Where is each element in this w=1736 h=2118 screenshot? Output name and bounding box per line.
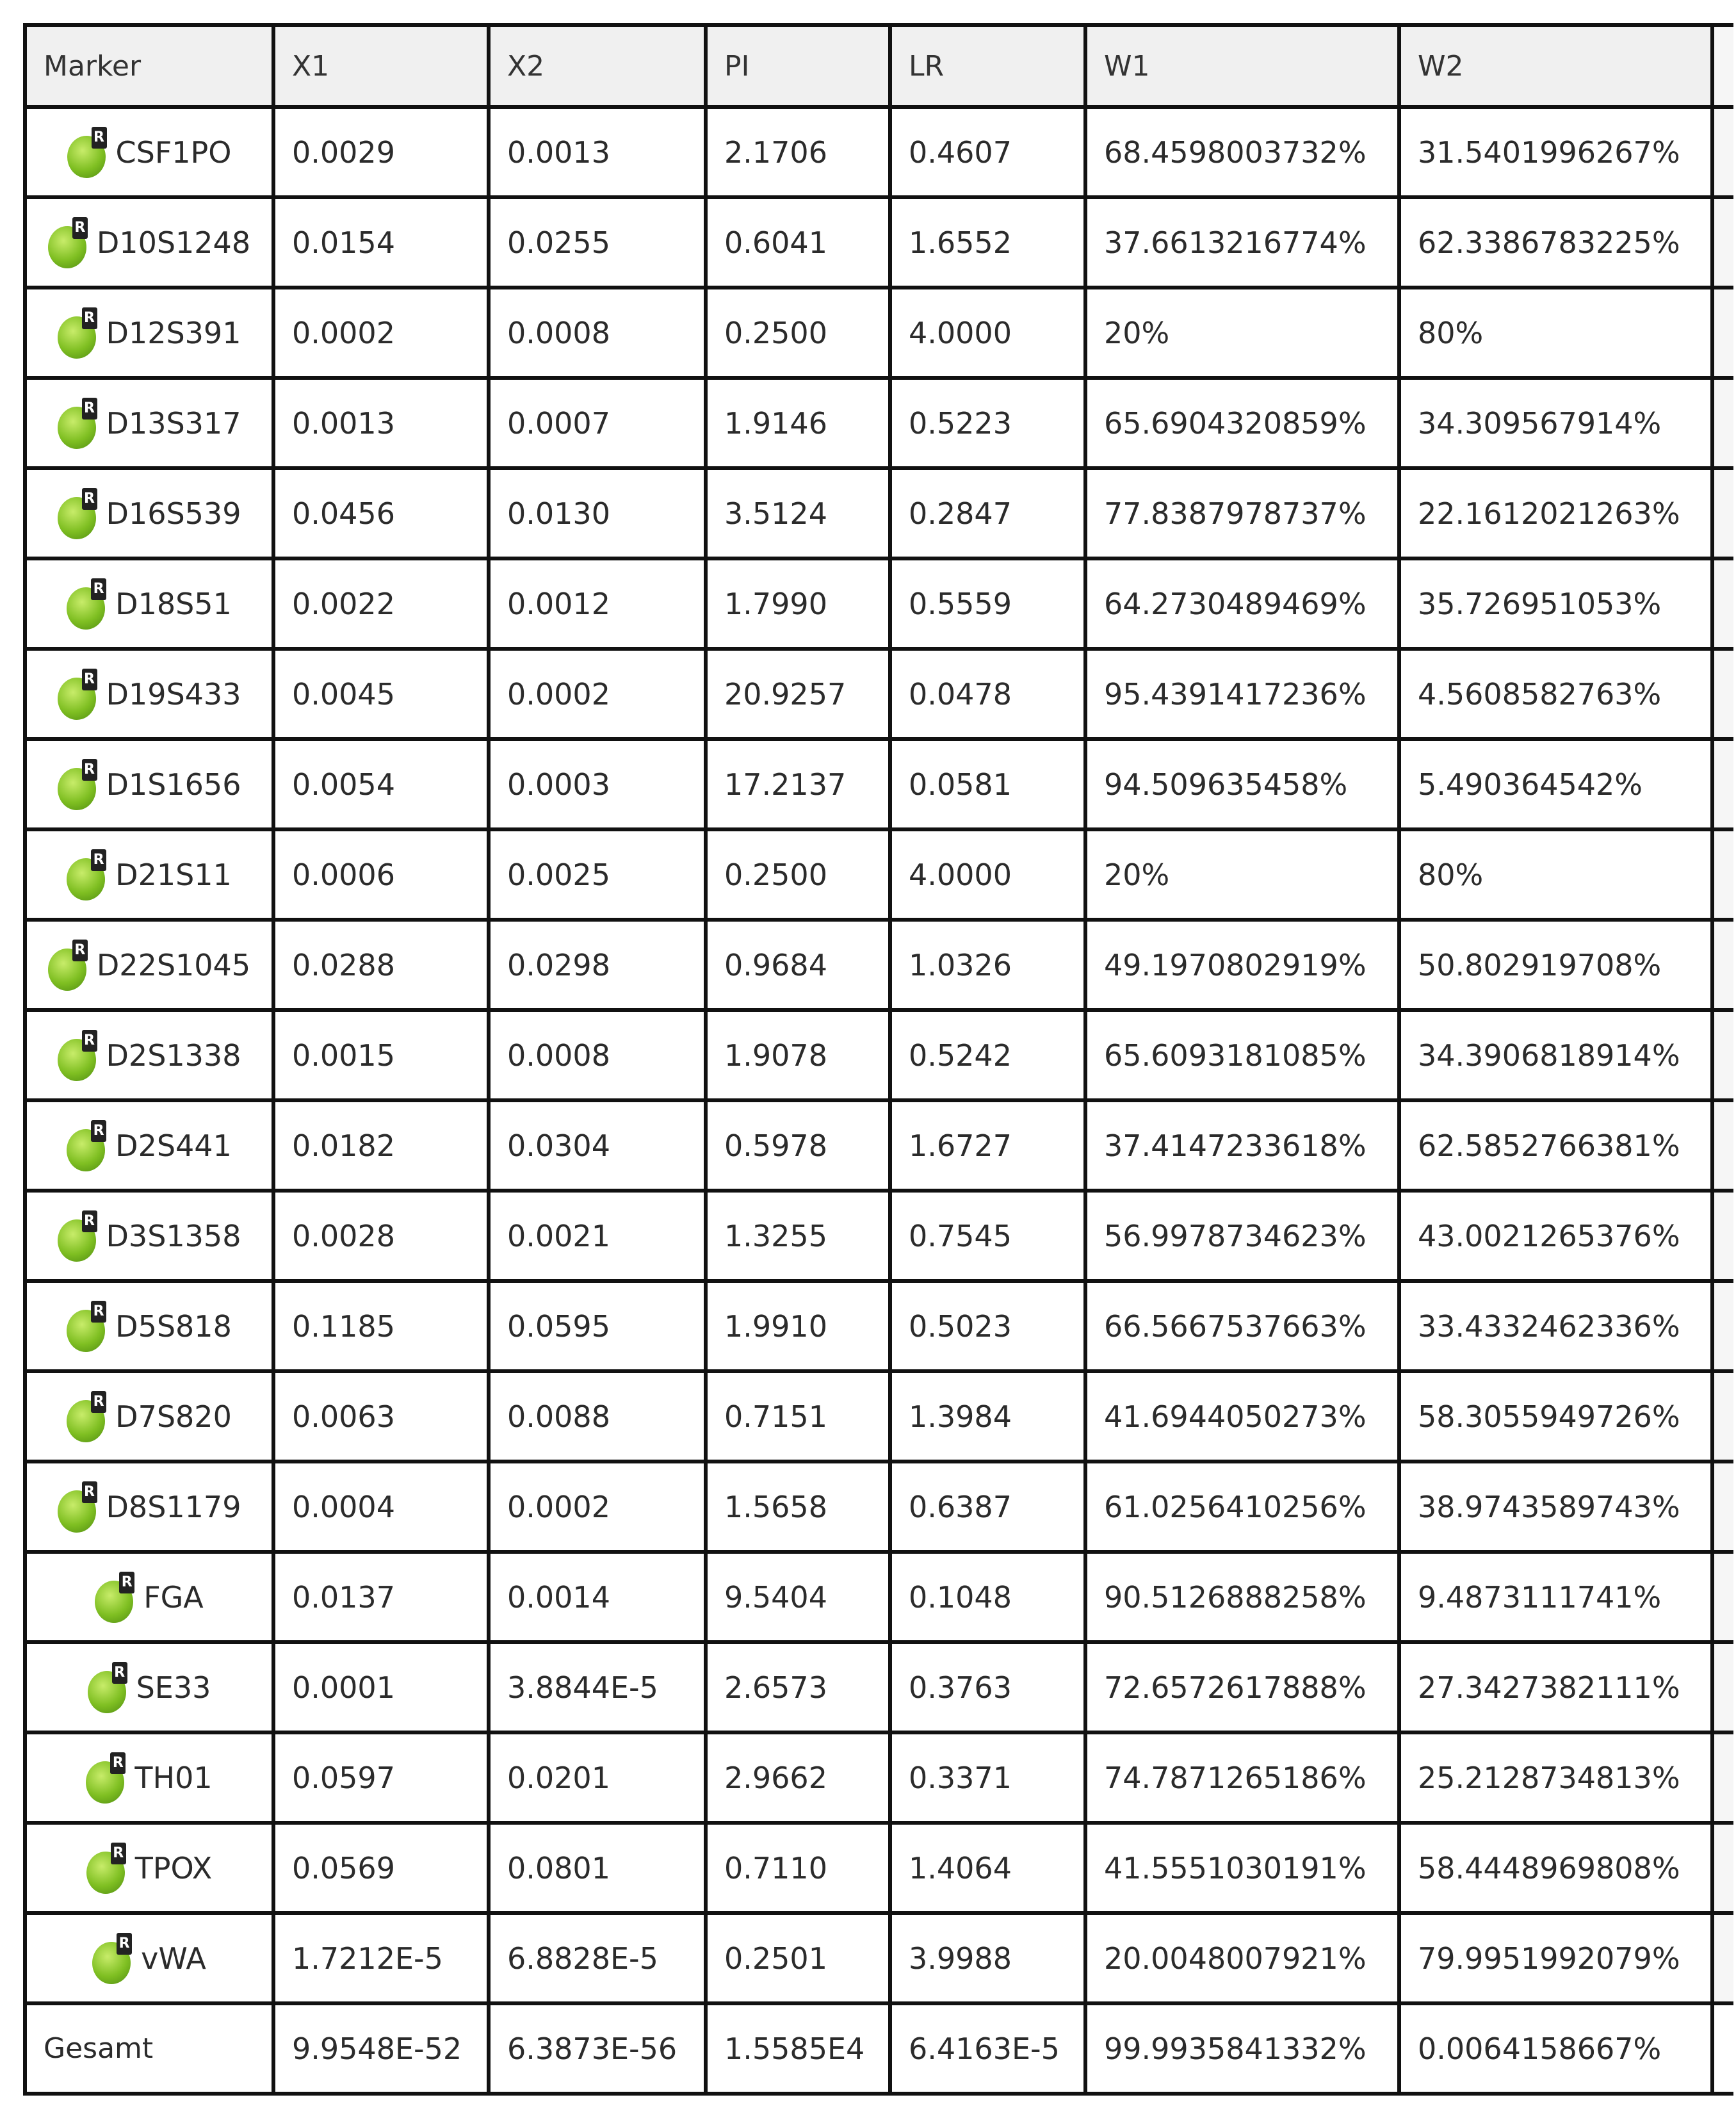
- cell-x1: 0.1185: [273, 1281, 489, 1371]
- cell-w2: 43.0021265376%: [1399, 1191, 1712, 1281]
- cell-marker: [25, 1462, 273, 1552]
- badge-icon: R: [72, 940, 88, 961]
- cell-lr: 3.9988: [890, 1913, 1085, 2003]
- marker-name-wrapper: [40, 1662, 272, 1713]
- cell-x2: 0.0298: [489, 920, 706, 1010]
- table-row[interactable]: [25, 1552, 1733, 1642]
- cell-x2: 6.8828E-5: [489, 1913, 706, 2003]
- cell-w2: 80%: [1399, 288, 1712, 378]
- badge-icon: R: [91, 849, 106, 871]
- column-header-overflow: [1712, 25, 1733, 107]
- cell-w1: 56.9978734623%: [1085, 1191, 1399, 1281]
- cell-w1: 41.5551030191%: [1085, 1823, 1399, 1913]
- overflow-cell: [1712, 558, 1733, 649]
- badge-icon: R: [72, 217, 88, 239]
- table-row[interactable]: [25, 1732, 1733, 1823]
- badge-icon: R: [82, 1030, 97, 1052]
- table-row[interactable]: [25, 558, 1733, 649]
- cell-marker: [25, 1732, 273, 1823]
- cell-w1: 41.6944050273%: [1085, 1371, 1399, 1462]
- header-row: [25, 25, 1733, 107]
- marker-name: CSF1PO: [115, 134, 232, 170]
- marker-name-wrapper: [40, 1210, 272, 1262]
- total-cell-pi: 1.5585E4: [706, 2003, 890, 2094]
- cell-lr: 0.0581: [890, 739, 1085, 829]
- total-cell-marker: Gesamt: [25, 2003, 273, 2094]
- green-marker-icon: [86, 1752, 132, 1804]
- cell-marker: [25, 739, 273, 829]
- badge-icon: R: [82, 307, 97, 329]
- cell-lr: 4.0000: [890, 288, 1085, 378]
- cell-w2: 62.5852766381%: [1399, 1100, 1712, 1191]
- cell-lr: 0.6387: [890, 1462, 1085, 1552]
- badge-icon: R: [110, 1752, 126, 1774]
- cell-w1: 37.4147233618%: [1085, 1100, 1399, 1191]
- marker-name: D2S1338: [106, 1038, 241, 1073]
- overflow-cell: [1712, 107, 1733, 197]
- cell-pi: 2.9662: [706, 1732, 890, 1823]
- green-marker-icon: [67, 849, 113, 900]
- cell-w1: 20%: [1085, 829, 1399, 920]
- column-header-pi[interactable]: PI: [706, 25, 890, 107]
- cell-lr: 1.0326: [890, 920, 1085, 1010]
- cell-w2: 38.9743589743%: [1399, 1462, 1712, 1552]
- table-row[interactable]: [25, 107, 1733, 197]
- table-row[interactable]: [25, 1191, 1733, 1281]
- marker-name: D16S539: [106, 496, 241, 531]
- marker-name: D13S317: [106, 405, 241, 441]
- cell-x1: 0.0022: [273, 558, 489, 649]
- cell-x2: 0.0007: [489, 378, 706, 468]
- cell-marker: [25, 1913, 273, 2003]
- marker-name: D21S11: [115, 857, 232, 892]
- cell-lr: 0.5223: [890, 378, 1085, 468]
- table-row[interactable]: [25, 1642, 1733, 1732]
- overflow-cell: [1712, 1371, 1733, 1462]
- overflow-cell: [1712, 197, 1733, 288]
- cell-w2: 80%: [1399, 829, 1712, 920]
- cell-x1: 0.0002: [273, 288, 489, 378]
- cell-lr: 0.1048: [890, 1552, 1085, 1642]
- cell-w2: 58.4448969808%: [1399, 1823, 1712, 1913]
- green-marker-icon: [58, 1210, 104, 1262]
- total-cell-lr: 6.4163E-5: [890, 2003, 1085, 2094]
- total-row[interactable]: [25, 2003, 1733, 2094]
- cell-x1: 0.0063: [273, 1371, 489, 1462]
- cell-w1: 94.509635458%: [1085, 739, 1399, 829]
- cell-x1: 0.0569: [273, 1823, 489, 1913]
- cell-x2: 0.0014: [489, 1552, 706, 1642]
- cell-x1: 0.0028: [273, 1191, 489, 1281]
- cell-x2: 0.0304: [489, 1100, 706, 1191]
- cell-x2: 0.0008: [489, 1010, 706, 1100]
- green-marker-icon: [48, 940, 94, 991]
- marker-name: D22S1045: [96, 947, 251, 982]
- cell-marker: [25, 1010, 273, 1100]
- marker-name-wrapper: [40, 1030, 272, 1081]
- table-row[interactable]: [25, 468, 1733, 558]
- cell-pi: 2.1706: [706, 107, 890, 197]
- cell-w2: 9.4873111741%: [1399, 1552, 1712, 1642]
- cell-w2: 79.9951992079%: [1399, 1913, 1712, 2003]
- table-row[interactable]: [25, 920, 1733, 1010]
- overflow-cell: [1712, 1552, 1733, 1642]
- cell-x1: 0.0137: [273, 1552, 489, 1642]
- cell-x2: 0.0013: [489, 107, 706, 197]
- cell-marker: [25, 920, 273, 1010]
- cell-pi: 0.2500: [706, 829, 890, 920]
- marker-name-wrapper: [40, 759, 272, 810]
- green-marker-icon: [67, 1391, 113, 1442]
- cell-x1: 0.0597: [273, 1732, 489, 1823]
- badge-icon: R: [82, 669, 97, 690]
- badge-icon: R: [117, 1933, 132, 1955]
- badge-icon: R: [82, 488, 97, 510]
- cell-w1: 65.6904320859%: [1085, 378, 1399, 468]
- badge-icon: R: [82, 1210, 97, 1232]
- green-marker-icon: [58, 307, 104, 359]
- green-marker-icon: [58, 669, 104, 720]
- cell-marker: [25, 1100, 273, 1191]
- marker-name: D3S1358: [106, 1218, 241, 1253]
- badge-icon: R: [112, 1662, 127, 1684]
- marker-name-wrapper: [40, 1120, 272, 1171]
- cell-pi: 0.7151: [706, 1371, 890, 1462]
- cell-x1: 0.0054: [273, 739, 489, 829]
- green-marker-icon: [92, 1933, 138, 1984]
- green-marker-icon: [67, 1301, 113, 1352]
- cell-pi: 0.9684: [706, 920, 890, 1010]
- cell-pi: 0.2501: [706, 1913, 890, 2003]
- cell-x1: 0.0045: [273, 649, 489, 739]
- cell-x2: 0.0801: [489, 1823, 706, 1913]
- marker-name: TPOX: [134, 1850, 213, 1886]
- overflow-cell: [1712, 1913, 1733, 2003]
- cell-w2: 34.309567914%: [1399, 378, 1712, 468]
- green-marker-icon: [67, 127, 113, 178]
- overflow-cell: [1712, 378, 1733, 468]
- green-marker-icon: [58, 398, 104, 449]
- cell-pi: 2.6573: [706, 1642, 890, 1732]
- cell-w1: 74.7871265186%: [1085, 1732, 1399, 1823]
- cell-marker: [25, 288, 273, 378]
- cell-pi: 3.5124: [706, 468, 890, 558]
- cell-x1: 0.0015: [273, 1010, 489, 1100]
- cell-x1: 0.0006: [273, 829, 489, 920]
- cell-lr: 0.3763: [890, 1642, 1085, 1732]
- cell-lr: 0.5023: [890, 1281, 1085, 1371]
- cell-pi: 0.5978: [706, 1100, 890, 1191]
- cell-marker: [25, 1281, 273, 1371]
- cell-lr: 0.3371: [890, 1732, 1085, 1823]
- marker-name-wrapper: [40, 1481, 272, 1533]
- marker-name: vWA: [141, 1941, 206, 1976]
- marker-name: D10S1248: [96, 225, 251, 260]
- overflow-cell: [1712, 288, 1733, 378]
- marker-name: D18S51: [115, 586, 232, 621]
- table-row[interactable]: [25, 829, 1733, 920]
- cell-x1: 0.0154: [273, 197, 489, 288]
- column-header-x2[interactable]: X2: [489, 25, 706, 107]
- green-marker-icon: [95, 1572, 141, 1623]
- cell-w2: 4.5608582763%: [1399, 649, 1712, 739]
- cell-w1: 90.5126888258%: [1085, 1552, 1399, 1642]
- overflow-cell: [1712, 1732, 1733, 1823]
- overflow-cell: [1712, 1010, 1733, 1100]
- cell-pi: 0.2500: [706, 288, 890, 378]
- cell-lr: 0.4607: [890, 107, 1085, 197]
- green-marker-icon: [58, 759, 104, 810]
- table-row[interactable]: [25, 649, 1733, 739]
- marker-name: SE33: [136, 1670, 211, 1705]
- marker-name-wrapper: [40, 307, 272, 359]
- cell-w1: 61.0256410256%: [1085, 1462, 1399, 1552]
- cell-x2: 0.0002: [489, 1462, 706, 1552]
- cell-w1: 20.0048007921%: [1085, 1913, 1399, 2003]
- cell-x1: 1.7212E-5: [273, 1913, 489, 2003]
- cell-w2: 27.3427382111%: [1399, 1642, 1712, 1732]
- marker-name-wrapper: [40, 940, 272, 991]
- marker-name-wrapper: [40, 1391, 272, 1442]
- marker-name: D19S433: [106, 676, 241, 712]
- table-row[interactable]: [25, 1913, 1733, 2003]
- marker-name-wrapper: [40, 1572, 272, 1623]
- badge-icon: R: [82, 759, 97, 781]
- cell-lr: 1.6727: [890, 1100, 1085, 1191]
- cell-x1: 0.0001: [273, 1642, 489, 1732]
- overflow-cell: [1712, 468, 1733, 558]
- green-marker-icon: [58, 1030, 104, 1081]
- marker-name-wrapper: [40, 127, 272, 178]
- cell-w2: 5.490364542%: [1399, 739, 1712, 829]
- cell-pi: 1.9078: [706, 1010, 890, 1100]
- marker-name-wrapper: [40, 1752, 272, 1804]
- cell-w1: 49.1970802919%: [1085, 920, 1399, 1010]
- marker-name-wrapper: [40, 398, 272, 449]
- column-header-marker[interactable]: Marker: [25, 25, 273, 107]
- cell-x2: 0.0021: [489, 1191, 706, 1281]
- green-marker-icon: [48, 217, 94, 268]
- column-header-w1[interactable]: W1: [1085, 25, 1399, 107]
- cell-lr: 0.5559: [890, 558, 1085, 649]
- table-row[interactable]: [25, 1281, 1733, 1371]
- cell-w1: 20%: [1085, 288, 1399, 378]
- cell-w1: 68.4598003732%: [1085, 107, 1399, 197]
- cell-pi: 1.5658: [706, 1462, 890, 1552]
- marker-name: D5S818: [115, 1308, 232, 1344]
- marker-name-wrapper: [40, 217, 272, 268]
- cell-x2: 0.0025: [489, 829, 706, 920]
- cell-lr: 4.0000: [890, 829, 1085, 920]
- overflow-cell: [1712, 1191, 1733, 1281]
- cell-x2: 3.8844E-5: [489, 1642, 706, 1732]
- marker-name-wrapper: [40, 1933, 272, 1984]
- overflow-cell: [1712, 920, 1733, 1010]
- cell-w2: 58.3055949726%: [1399, 1371, 1712, 1462]
- cell-w1: 72.6572617888%: [1085, 1642, 1399, 1732]
- cell-w2: 22.1612021263%: [1399, 468, 1712, 558]
- total-cell-x1: 9.9548E-52: [273, 2003, 489, 2094]
- cell-x2: 0.0012: [489, 558, 706, 649]
- cell-x1: 0.0029: [273, 107, 489, 197]
- green-marker-icon: [86, 1843, 133, 1894]
- cell-lr: 0.5242: [890, 1010, 1085, 1100]
- cell-marker: [25, 197, 273, 288]
- cell-marker: [25, 1191, 273, 1281]
- cell-x2: 0.0201: [489, 1732, 706, 1823]
- cell-pi: 17.2137: [706, 739, 890, 829]
- marker-name: D2S441: [115, 1128, 232, 1163]
- cell-x1: 0.0013: [273, 378, 489, 468]
- green-marker-icon: [67, 1120, 113, 1171]
- marker-name-wrapper: [40, 849, 272, 900]
- cell-marker: [25, 649, 273, 739]
- cell-marker: [25, 107, 273, 197]
- table-row[interactable]: [25, 197, 1733, 288]
- cell-w2: 25.2128734813%: [1399, 1732, 1712, 1823]
- overflow-cell: [1712, 829, 1733, 920]
- cell-x1: 0.0456: [273, 468, 489, 558]
- overflow-cell: [1712, 1823, 1733, 1913]
- overflow-cell: [1712, 1281, 1733, 1371]
- cell-lr: 0.0478: [890, 649, 1085, 739]
- cell-w2: 33.4332462336%: [1399, 1281, 1712, 1371]
- cell-w1: 66.5667537663%: [1085, 1281, 1399, 1371]
- badge-icon: R: [119, 1572, 134, 1593]
- cell-x2: 0.0130: [489, 468, 706, 558]
- marker-results-table: [23, 23, 1733, 2096]
- cell-marker: [25, 1642, 273, 1732]
- cell-pi: 0.6041: [706, 197, 890, 288]
- overflow-cell: [1712, 739, 1733, 829]
- cell-pi: 1.7990: [706, 558, 890, 649]
- green-marker-icon: [58, 1481, 104, 1533]
- green-marker-icon: [58, 488, 104, 539]
- badge-icon: R: [91, 1301, 106, 1323]
- overflow-cell: [1712, 2003, 1733, 2094]
- badge-icon: R: [91, 1391, 106, 1413]
- cell-x2: 0.0003: [489, 739, 706, 829]
- green-marker-icon: [88, 1662, 134, 1713]
- green-marker-icon: [67, 578, 113, 630]
- cell-x1: 0.0182: [273, 1100, 489, 1191]
- marker-name: TH01: [134, 1760, 213, 1795]
- cell-marker: [25, 1823, 273, 1913]
- badge-icon: R: [82, 1481, 97, 1503]
- badge-icon: R: [111, 1843, 126, 1864]
- marker-name: D1S1656: [106, 767, 241, 802]
- cell-lr: 0.2847: [890, 468, 1085, 558]
- marker-name-wrapper: [40, 488, 272, 539]
- cell-w1: 95.4391417236%: [1085, 649, 1399, 739]
- cell-x2: 0.0008: [489, 288, 706, 378]
- marker-name: FGA: [143, 1579, 204, 1615]
- cell-w1: 37.6613216774%: [1085, 197, 1399, 288]
- cell-marker: [25, 1371, 273, 1462]
- table-row[interactable]: [25, 739, 1733, 829]
- column-header-x1[interactable]: X1: [273, 25, 489, 107]
- badge-icon: R: [91, 578, 106, 600]
- marker-name-wrapper: [40, 1301, 272, 1352]
- cell-marker: [25, 558, 273, 649]
- cell-x2: 0.0002: [489, 649, 706, 739]
- cell-pi: 0.7110: [706, 1823, 890, 1913]
- cell-x2: 0.0595: [489, 1281, 706, 1371]
- total-cell-x2: 6.3873E-56: [489, 2003, 706, 2094]
- cell-lr: 1.3984: [890, 1371, 1085, 1462]
- marker-name: D7S820: [115, 1399, 232, 1434]
- badge-icon: R: [92, 127, 107, 149]
- table-row[interactable]: [25, 378, 1733, 468]
- table-row[interactable]: [25, 1100, 1733, 1191]
- cell-w2: 34.3906818914%: [1399, 1010, 1712, 1100]
- overflow-cell: [1712, 1462, 1733, 1552]
- cell-w1: 77.8387978737%: [1085, 468, 1399, 558]
- cell-pi: 9.5404: [706, 1552, 890, 1642]
- overflow-cell: [1712, 649, 1733, 739]
- cell-pi: 1.9146: [706, 378, 890, 468]
- cell-lr: 0.7545: [890, 1191, 1085, 1281]
- overflow-cell: [1712, 1100, 1733, 1191]
- marker-name-wrapper: [40, 1843, 272, 1894]
- cell-marker: [25, 1552, 273, 1642]
- cell-w2: 35.726951053%: [1399, 558, 1712, 649]
- table-row[interactable]: [25, 288, 1733, 378]
- badge-icon: R: [82, 398, 97, 420]
- total-cell-w1: 99.9935841332%: [1085, 2003, 1399, 2094]
- cell-w2: 50.802919708%: [1399, 920, 1712, 1010]
- cell-x1: 0.0004: [273, 1462, 489, 1552]
- cell-x1: 0.0288: [273, 920, 489, 1010]
- cell-x2: 0.0088: [489, 1371, 706, 1462]
- marker-name-wrapper: [40, 578, 272, 630]
- cell-w2: 31.5401996267%: [1399, 107, 1712, 197]
- cell-lr: 1.4064: [890, 1823, 1085, 1913]
- cell-lr: 1.6552: [890, 197, 1085, 288]
- cell-marker: [25, 829, 273, 920]
- cell-marker: [25, 378, 273, 468]
- table-row[interactable]: [25, 1823, 1733, 1913]
- cell-pi: 20.9257: [706, 649, 890, 739]
- cell-w1: 64.2730489469%: [1085, 558, 1399, 649]
- table-row[interactable]: [25, 1371, 1733, 1462]
- badge-icon: R: [91, 1120, 106, 1142]
- cell-marker: [25, 468, 273, 558]
- marker-name: D8S1179: [106, 1489, 241, 1524]
- cell-w2: 62.3386783225%: [1399, 197, 1712, 288]
- table-row[interactable]: [25, 1010, 1733, 1100]
- total-cell-w2: 0.0064158667%: [1399, 2003, 1712, 2094]
- table-row[interactable]: [25, 1462, 1733, 1552]
- column-header-lr[interactable]: LR: [890, 25, 1085, 107]
- marker-name: D12S391: [106, 315, 241, 350]
- overflow-cell: [1712, 1642, 1733, 1732]
- column-header-w2[interactable]: W2: [1399, 25, 1712, 107]
- cell-w1: 65.6093181085%: [1085, 1010, 1399, 1100]
- cell-pi: 1.3255: [706, 1191, 890, 1281]
- cell-pi: 1.9910: [706, 1281, 890, 1371]
- marker-name-wrapper: [40, 669, 272, 720]
- cell-x2: 0.0255: [489, 197, 706, 288]
